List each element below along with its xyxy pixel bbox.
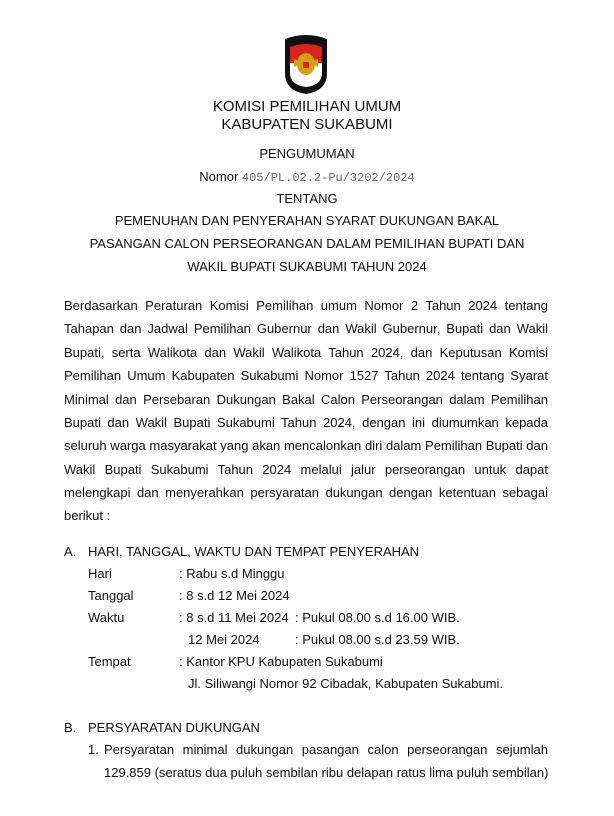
waktu-time: : Pukul 08.00 s.d 16.00 WIB. bbox=[295, 610, 460, 625]
section-title: PERSYARATAN DUKUNGAN bbox=[88, 720, 260, 735]
header-line1: KOMISI PEMILIHAN UMUM bbox=[212, 98, 402, 115]
announcement-title: PENGUMUMAN bbox=[259, 146, 355, 161]
waktu-date: : 8 s.d 11 Mei 2024 bbox=[179, 610, 289, 625]
body-line: Bupati, serta Walikota dan Wakil Walikota Tahun 2024, dan Keputusan Komisi bbox=[64, 345, 548, 360]
subject-line: PEMENUHAN DAN PENYERAHAN SYARAT DUKUNGAN BAKAL bbox=[114, 213, 500, 228]
kpu-logo bbox=[281, 33, 331, 95]
body-line: Pemilihan Umum Kabupaten Sukabumi Nomor 1527 Tahun 2024 tentang Syarat bbox=[64, 368, 548, 383]
subject-line: PASANGAN CALON PERSEORANGAN DALAM PEMILIHAN BUPATI DAN bbox=[89, 236, 525, 251]
waktu-time: : Pukul 08.00 s.d 23.59 WIB. bbox=[295, 632, 460, 647]
body-line: Wakil Bupati Sukabumi Tahun 2024 melalui jalur perseorangan untuk dapat bbox=[64, 462, 548, 477]
body-line: melengkapi dan menyerahkan persyaratan dukungan dengan ketentuan sebagai bbox=[64, 485, 548, 500]
tempat-address: Jl. Siliwangi Nomor 92 Cibadak, Kabupaten Sukabumi. bbox=[188, 676, 504, 691]
section-title: HARI, TANGGAL, WAKTU DAN TEMPAT PENYERAHAN bbox=[88, 544, 420, 559]
hari-value: : Rabu s.d Minggu bbox=[179, 566, 285, 581]
announcement-number bbox=[0, 169, 614, 185]
nomor-label: Nomor bbox=[199, 169, 239, 184]
item-number: 1. bbox=[88, 742, 99, 757]
tempat-label: Tempat bbox=[88, 654, 131, 669]
section-letter: A. bbox=[64, 544, 77, 559]
body-line: Bupati dan Wakil Bupati Sukabumi Tahun 2024, dengan ini diumumkan kepada bbox=[64, 415, 548, 430]
body-line: Berdasarkan Peraturan Komisi Pemilihan umum Nomor 2 Tahun 2024 tentang bbox=[64, 298, 548, 313]
item-line: Persyaratan minimal dukungan pasangan calon perseorangan sejumlah bbox=[104, 742, 548, 757]
waktu-date: 12 Mei 2024 bbox=[188, 632, 260, 647]
hari-label: Hari bbox=[88, 566, 112, 581]
subject-line: WAKIL BUPATI SUKABUMI TAHUN 2024 bbox=[187, 259, 427, 274]
item-line: 129.859 (seratus dua puluh sembilan ribu delapan ratus lima puluh sembilan) bbox=[104, 765, 549, 780]
waktu-label: Waktu bbox=[88, 610, 125, 625]
announcement-about: TENTANG bbox=[276, 191, 338, 206]
body-line: Minimal dan Persebaran Dukungan Bakal Calon Perseorangan dalam Pemilihan bbox=[64, 392, 548, 407]
body-line: seluruh warga masyarakat yang akan mencalonkan diri dalam Pemilihan Bupati dan bbox=[64, 438, 548, 453]
body-line: Tahapan dan Jadwal Pemilihan Gubernur dan Wakil Gubernur, Bupati dan Wakil bbox=[64, 321, 548, 336]
body-line: berikut : bbox=[64, 508, 111, 523]
header-line2: KABUPATEN SUKABUMI bbox=[221, 116, 393, 133]
section-letter: B. bbox=[64, 720, 77, 735]
tanggal-value: : 8 s.d 12 Mei 2024 bbox=[179, 588, 290, 603]
tempat-value: : Kantor KPU Kabupaten Sukabumi bbox=[179, 654, 383, 669]
tanggal-label: Tanggal bbox=[88, 588, 134, 603]
nomor-value: 405/PL.02.2-Pu/3202/2024 bbox=[241, 171, 415, 185]
